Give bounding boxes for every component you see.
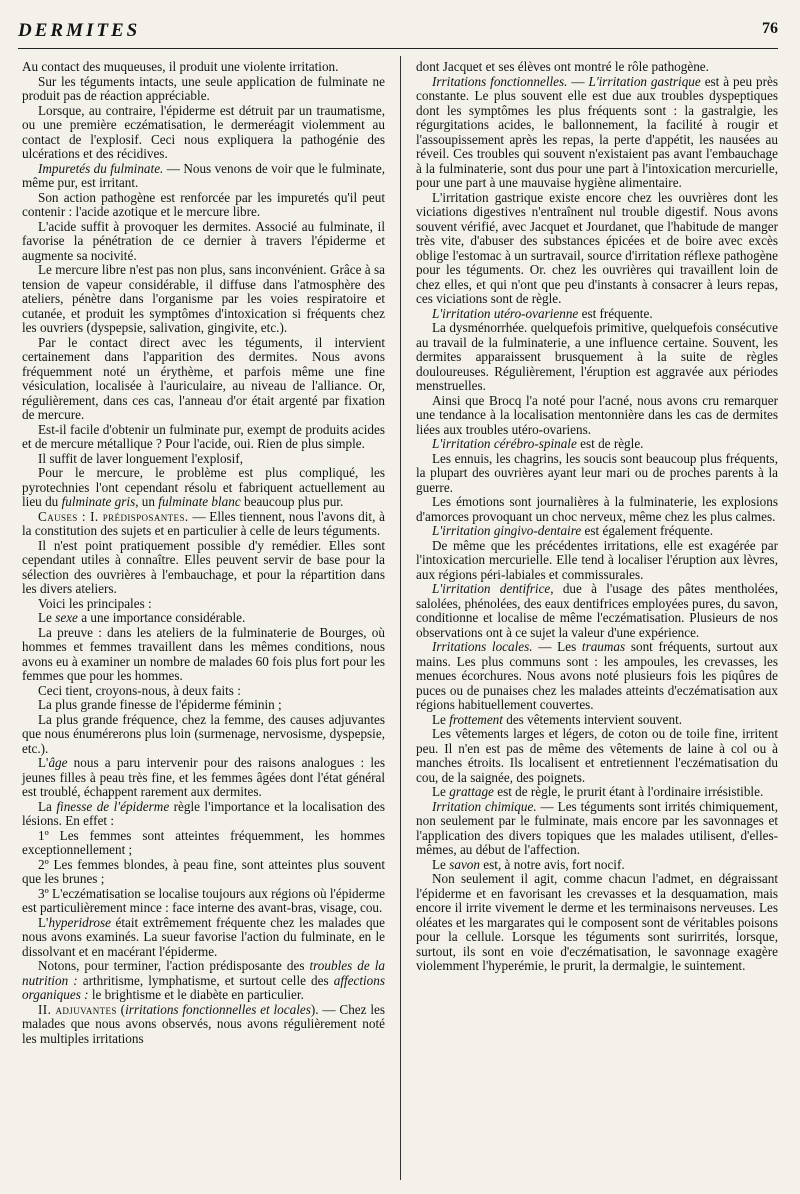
- paragraph-text: des vêtements intervient souvent.: [502, 711, 683, 727]
- paragraph-text: nous a paru intervenir pour des raisons analogues : les jeunes filles à peau très fine, et les femmes âgées dont l'état général est troublé, échappent rarement aux dermites.: [22, 755, 385, 799]
- emphasis: fulminate blanc: [158, 494, 241, 509]
- paragraph-text: , due à l'usage des pâtes mentholées, salolées, phénolées, des eaux dentifrices employées pures, du savon, conditionne et localise de même l'eczématisation. Plusieurs de nos observations ont à ce sujet la valeur d'une expérience.: [416, 581, 778, 640]
- paragraph: [416, 437, 778, 452]
- paragraph: Au contact des muqueuses, il produit une violente irritation.: [22, 59, 339, 74]
- paragraph: [416, 858, 778, 873]
- paragraph: Son action pathogène est renforcée par les impuretés qu'il peut contenir : l'acide azotique et le mercure libre.: [22, 189, 385, 219]
- emphasis: L'irritation gingivo-dentaire: [432, 523, 582, 538]
- paragraph: [416, 640, 778, 713]
- paragraph-text: — Les téguments sont irrités chimiquement, non seulement par le fulminate, mais encore par les savonnages et l'application des divers topiques que les malades utilisent, d'elles-mêmes, au début de l'affection.: [416, 798, 778, 857]
- paragraph: [22, 1003, 385, 1047]
- emphasis: fulminate gris: [61, 494, 136, 509]
- paragraph: L'acide suffit à provoquer les dermites. Associé au fulminate, il favorise la pénétration de ce dernier à travers l'épiderme et augmente sa nocivité.: [22, 218, 385, 263]
- paragraph: Les émotions sont journalières à la fulminaterie, les explosions d'amorces provoquant un choc nerveux, même chez les plus calmes.: [416, 494, 778, 524]
- paragraph: [22, 162, 385, 191]
- paragraph: 2º Les femmes blondes, à peau fine, sont atteintes plus souvent que les brunes ;: [22, 856, 385, 886]
- paragraph-text: règle l'importance et la localisation des lésions. En effet :: [22, 798, 385, 828]
- paragraph: [416, 524, 778, 539]
- emphasis: troubles de la nutrition :: [22, 958, 385, 988]
- paragraph: L'irritation gastrique existe encore chez les ouvrières dont les viciations digestives n'entraînent nul trouble digestif. Nous avons souvent vérifié, avec Jacquet et Jourdanet, que l'habitude de manger très vite, d'abuser des substances épicées et de boire avec excès oblige l'estomac à un surtravail, source d'irritation réflexe pathogène pour les téguments. Or. chez les ouvrières qui travaillent loin de chez elles, et qui n'ont que peu d'instants à consacrer à leurs repas, ces viciations sont de règle.: [416, 189, 778, 306]
- running-title: DERMITES: [18, 20, 141, 41]
- paragraph-text: Le: [432, 856, 450, 872]
- paragraph-text: Le: [432, 711, 450, 727]
- paragraph: 1º Les femmes sont atteintes fréquemment, les hommes exceptionnellement ;: [22, 827, 385, 857]
- paragraph: Il n'est point pratiquement possible d'y remédier. Elles sont cependant utiles à connaître. Elles peuvent servir de base pour la sélection des ouvrières à l'embauchage, et pour la répartition dans les divers ateliers.: [22, 537, 385, 596]
- paragraph: [22, 466, 385, 510]
- paragraph-text: — Les: [532, 639, 582, 654]
- emphasis: finesse de l'épiderme: [56, 798, 170, 814]
- emphasis: savon: [449, 856, 480, 872]
- paragraph-text: est de règle, le prurit étant à l'ordinaire irrésistible.: [493, 784, 764, 799]
- paragraph-text: Le: [38, 610, 56, 625]
- paragraph: [22, 510, 385, 539]
- page-header: [18, 14, 778, 44]
- paragraph: [22, 800, 385, 829]
- page-number: 76: [762, 20, 778, 37]
- paragraph: Lorsque, au contraire, l'épiderme est détruit par un traumatisme, ou une première eczématisation, le dermeréagit violemment au contact de l'explosif. Ceci nous expliquera la pathogénie des ulcérations et des récidives.: [22, 102, 385, 161]
- paragraph: dont Jacquet et ses élèves ont montré le rôle pathogène.: [416, 59, 709, 74]
- paragraph-text: L': [38, 755, 49, 770]
- paragraph-text: Pour le mercure, le problème est plus compliqué, les pyrotechnies l'ont cependant résolu et fabriquent actuellement au lieu du: [22, 465, 385, 509]
- paragraph: [416, 785, 778, 800]
- paragraph: Les ennuis, les chagrins, les soucis sont beaucoup plus fréquents, la plupart des ouvrières ayant leur mari ou de proches parents à la guerre.: [416, 450, 778, 495]
- header-rule: [18, 48, 778, 49]
- paragraph-text: , un: [135, 494, 159, 509]
- emphasis: affections organiques :: [22, 972, 385, 1002]
- paragraph-text: est de règle.: [576, 436, 644, 451]
- paragraph: La plus grande finesse de l'épiderme féminin ;: [38, 697, 282, 712]
- paragraph: Voici les principales :: [38, 595, 152, 611]
- paragraph-text: (: [116, 1001, 126, 1017]
- emphasis: traumas: [581, 639, 626, 654]
- left-column: [22, 60, 385, 1046]
- right-column: [416, 60, 778, 974]
- paragraph: [22, 756, 385, 800]
- paragraph: Par le contact direct avec les téguments, il intervient certainement dans l'apparition des dermites. Nous avons fréquemment noté un érythème, et parfois même une fine vésiculation, localisée à l'auriculaire, au niveau de l'alliance. Or, régulièrement, dans ces cas, l'anneau d'or était argenté par fixation de mercure.: [22, 334, 385, 422]
- paragraph: [416, 307, 778, 322]
- paragraph: Les vêtements larges et légers, de coton ou de toile fine, irritent peu. Il n'en est pas de même des vêtements de laine à col ou à manches étroits. Ils localisent et entretiennent l'eczématisation du cou, de la saignée, des poignets.: [416, 726, 778, 785]
- section-heading: Irritations locales.: [432, 639, 533, 654]
- paragraph: La preuve : dans les ateliers de la fulminaterie de Bourges, où hommes et femmes travaillent dans les mêmes conditions, nous avons eu à examiner un nombre de malades 60 fois plus fort pour les femmes que pour les hommes.: [22, 624, 385, 683]
- paragraph: Ainsi que Brocq l'a noté pour l'acné, nous avons cru remarquer une tendance à la localisation mentonnière dans les cas de dermites liées aux troubles utéro-ovariens.: [416, 392, 778, 437]
- paragraph: [22, 959, 385, 1003]
- paragraph-text: sont fréquents, surtout aux mains. Les plus communs sont : les ampoules, les crevasses, les menues écorchures. Nous avons noté plusieurs fois les piqûres de puces ou de punaises chez les malades atteints d'eczématisation aux régions habituellement couvertes.: [416, 639, 778, 712]
- emphasis: L'irritation cérébro-spinale: [432, 436, 577, 451]
- emphasis: frottement: [449, 711, 503, 727]
- paragraph-text: La: [38, 798, 57, 814]
- emphasis: L'irritation dentifrice: [432, 581, 551, 596]
- paragraph-text: —: [567, 73, 589, 89]
- section-heading: Impuretés du fulminate.: [38, 160, 164, 176]
- paragraph-text: est également fréquente.: [581, 523, 714, 538]
- emphasis: hyperidrose: [48, 914, 111, 930]
- paragraph-text: — Elles tiennent, nous l'avons dit, à la constitution des sujets et en particulier à celle de leurs téguments.: [22, 508, 386, 538]
- section-heading: Causes : I. prédisposantes.: [38, 508, 189, 524]
- paragraph-text: est fréquente.: [578, 305, 653, 321]
- paragraph: Non seulement il agit, comme chacun l'admet, en dégraissant l'épiderme et en favorisant les crevasses et la desquamation, mais encore il irrite vivement le derme et les terminaisons nerveuses. Les oléates et les margarates qui le composent sont de véritables poisons pour la cellule. Lorsque les téguments sont surirrités, lorsque, surtout, ils sont en voie d'eczématisation, le savonnage exagère violemment l'hyperémie, le prurit, la dermalgie, le suintement.: [416, 871, 778, 973]
- paragraph-text: est à peu près constante. Le plus souvent elle est due aux troubles dyspeptiques dont les symptômes les plus fréquents sont : la gastralgie, les régurgitations acides, le ballonnement, la facilité à rougir et l'assoupissement après les repas, la perte d'appétit, les nausées au réveil. Ces troubles qui souvent n'existaient pas avant l'embauchage à la fulminaterie, sont dus pour une part à l'intoxication mercurielle, pour une part à une mauvaise hygiène alimentaire.: [416, 73, 778, 190]
- paragraph: Est-il facile d'obtenir un fulminate pur, exempt de produits acides et de mercure métallique ? Pour l'acide, oui. Rien de plus simple.: [22, 421, 385, 451]
- paragraph: [416, 75, 778, 191]
- paragraph: [416, 800, 778, 858]
- paragraph: [416, 582, 778, 640]
- section-heading: II. adjuvantes: [38, 1001, 117, 1017]
- emphasis: L'irritation utéro-ovarienne: [432, 305, 579, 321]
- section-heading: Irritation chimique.: [432, 798, 537, 814]
- paragraph: [22, 916, 385, 960]
- paragraph-text: Le: [432, 784, 450, 799]
- column-divider: [400, 56, 401, 1180]
- paragraph: La dysménorrhée. quelquefois primitive, quelquefois consécutive au travail de la fulminaterie, a une influence certaine. Souvent, les dermites apparaissent brusquement à la suite de règles douloureuses. Régulièrement, l'éruption est aggravée aux périodes menstruelles.: [416, 320, 778, 393]
- paragraph-text: était extrêmement fréquente chez les malades que nous avons examinés. La sueur favorise l'action du fulminate, en le dissolvant et en macérant l'épiderme.: [22, 914, 385, 959]
- emphasis: irritations fonctionnelles et locales: [125, 1001, 311, 1017]
- paragraph: De même que les précédentes irritations, elle est exagérée par l'intoxication mercurielle. Elle tend à localiser l'éruption aux lèvres, aux régions péri-labiales et commissurales.: [416, 537, 778, 582]
- paragraph-text: beaucoup plus pur.: [240, 494, 344, 509]
- paragraph: Ceci tient, croyons-nous, à deux faits :: [38, 682, 241, 698]
- paragraph-text: ). — Chez les malades que nous avons observés, nous avons régulièrement noté les multiples irritations: [22, 1001, 385, 1046]
- emphasis: L'irritation gastrique: [588, 73, 701, 89]
- emphasis: sexe: [55, 610, 78, 625]
- paragraph-text: — Nous venons de voir que le fulminate, même pur, est irritant.: [22, 160, 385, 190]
- paragraph: Il suffit de laver longuement l'explosif,: [38, 450, 244, 466]
- paragraph: 3º L'eczématisation se localise toujours aux régions où l'épiderme est particulièrement mince : face interne des avant-bras, visage, cou.: [22, 885, 385, 915]
- paragraph: Le mercure libre n'est pas non plus, sans inconvénient. Grâce à sa tension de vapeur considérable, il diffuse dans l'atmosphère des ateliers, pénètre dans l'organisme par les voies respiratoire et cutanée, et produit les symptômes d'intoxication si fréquents chez les ouvriers (dyspepsie, salivation, gingivite, etc.).: [22, 262, 385, 335]
- paragraph-text: est, à notre avis, fort nocif.: [480, 856, 625, 872]
- emphasis: grattage: [449, 784, 494, 799]
- paragraph: La plus grande fréquence, chez la femme, des causes adjuvantes que nous énumérerons plus loin (surmenage, nervosisme, dyspepsie, etc.).: [22, 711, 385, 756]
- paragraph-text: Notons, pour terminer, l'action prédisposante des: [38, 958, 310, 973]
- emphasis: âge: [48, 755, 68, 770]
- paragraph-text: le brightisme et le diabète en particulier.: [88, 987, 304, 1002]
- paragraph: [22, 611, 385, 626]
- paragraph-text: a une importance considérable.: [77, 610, 246, 625]
- paragraph: Sur les téguments intacts, une seule application de fulminate ne produit pas de réaction appréciable.: [22, 73, 385, 103]
- paragraph-text: L': [38, 914, 49, 930]
- paragraph-text: arthritisme, lymphatisme, et surtout celle des: [77, 972, 334, 988]
- paragraph: [416, 713, 778, 728]
- section-heading: Irritations fonctionnelles.: [432, 73, 568, 89]
